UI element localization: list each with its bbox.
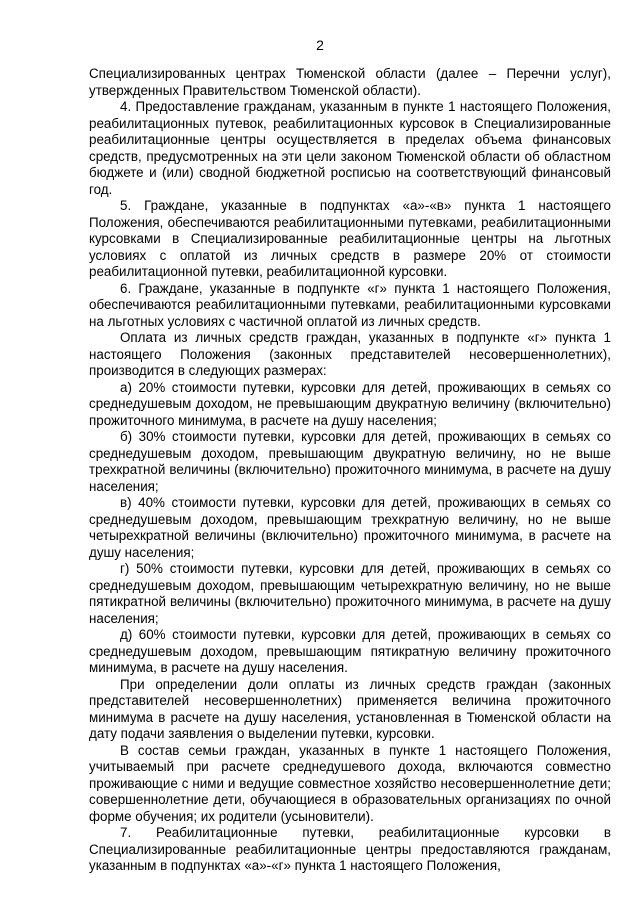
- paragraph-clause-5: 5. Граждане, указанные в подпунктах «а»-«в» пункта 1 настоящего Положения, обеспечиваются реабилитационными путевками, реабилитационными курсовками в Специализированные реабилитационные центры на льготных условиях с оплатой из личных средств в размере 20% от стоимости реабилитационной путевки, реабилитационной курсовки.: [89, 198, 611, 279]
- paragraph-subsistence-minimum: При определении доли оплаты из личных средств граждан (законных представителей несовершеннолетних) применяется величина прожиточного минимума в расчете на душу населения, установленная в Тюменской области на дату подачи заявления о выделении путевки, курсовки.: [89, 676, 611, 741]
- document-body: [89, 66, 611, 875]
- paragraph-clause-7: 7. Реабилитационные путевки, реабилитационные курсовки в Специализированные реабилитационные центры предоставляются гражданам, указанным в подпунктах «а»-«г» пункта 1 настоящего Положения,: [89, 825, 611, 873]
- paragraph-item-d: д) 60% стоимости путевки, курсовки для детей, проживающих в семьях со среднедушевым доходом, превышающим пятикратную величину прожиточного минимума, в расчете на душу населения.: [89, 627, 611, 675]
- paragraph-clause-6: 6. Граждане, указанные в подпункте «г» пункта 1 настоящего Положения, обеспечиваются реабилитационными путевками, реабилитационными курсовками на льготных условиях с частичной оплатой из личных средств.: [89, 280, 611, 329]
- paragraph-continuation: Специализированных центрах Тюменской области (далее – Перечни услуг), утвержденных Правительством Тюменской области).: [89, 66, 611, 98]
- paragraph-payment-intro: Оплата из личных средств граждан, указанных в подпункте «г» пункта 1 настоящего Положения (законных представителей несовершеннолетних), производится в следующих размерах:: [89, 330, 611, 378]
- paragraph-item-a: а) 20% стоимости путевки, курсовки для детей, проживающих в семьях со среднедушевым доходом, не превышающим двукратную величину (включительно) прожиточного минимума, в расчете на душу населения;: [89, 379, 611, 428]
- paragraph-item-g: г) 50% стоимости путевки, курсовки для детей, проживающих в семьях со среднедушевым доходом, превышающим четырехкратную величину, но не выше пятикратной величины (включительно) прожиточного минимума, в расчете на душу населения;: [89, 561, 611, 626]
- paragraph-clause-4: 4. Предоставление гражданам, указанным в пункте 1 настоящего Положения, реабилитационных путевок, реабилитационных курсовок в Специализированные реабилитационные центры осуществляется в пределах объема финансовых средств, предусмотренных на эти цели законом Тюменской области об областном бюджете и (или) сводной бюджетной росписью на соответствующий финансовый год.: [89, 99, 611, 197]
- paragraph-item-v: в) 40% стоимости путевки, курсовки для детей, проживающих в семьях со среднедушевым доходом, превышающим трехкратную величину, но не выше четырехкратной величины (включительно) прожиточного минимума, в расчете на душу населения;: [89, 495, 611, 560]
- paragraph-family-composition: В состав семьи граждан, указанных в пункте 1 настоящего Положения, учитываемый при расчете среднедушевого дохода, включаются совместно проживающие с ними и ведущие совместное хозяйство несовершеннолетние дети; совершеннолетние дети, обучающиеся в образовательных организациях по очной форме обучения; их родители (усыновители).: [89, 742, 611, 824]
- page-number: 2: [316, 37, 324, 53]
- paragraph-item-b: б) 30% стоимости путевки, курсовки для детей, проживающих в семьях со среднедушевым доходом, превышающим двукратную величину, но не выше трехкратной величины (включительно) прожиточного минимума, в расчете на душу населения;: [89, 429, 611, 494]
